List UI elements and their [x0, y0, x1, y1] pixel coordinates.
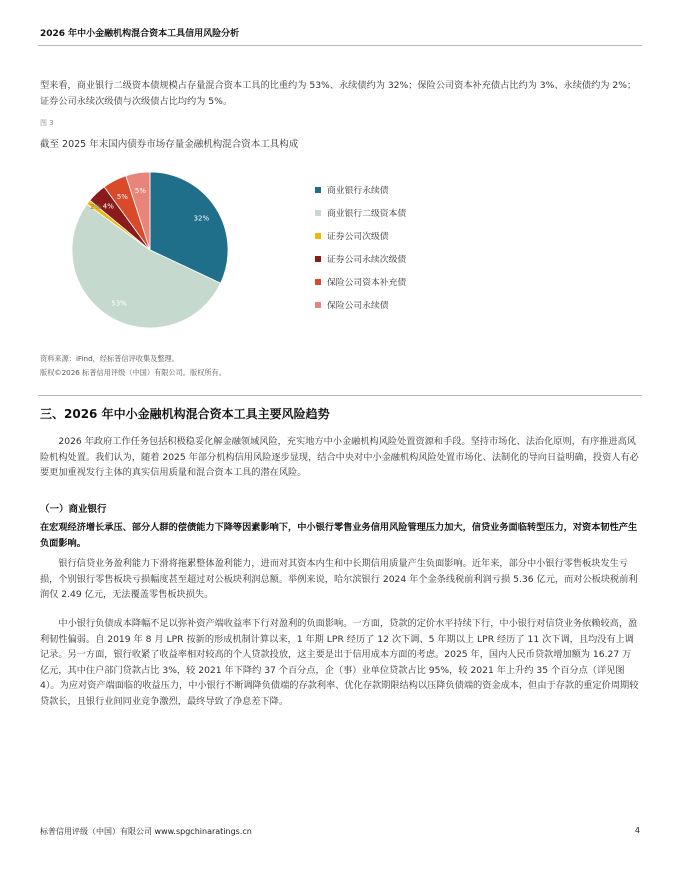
legend-swatch — [315, 256, 321, 262]
pie-extra-label: 2% — [90, 203, 102, 211]
page-header-title: 2026 年中小金融机构混合资本工具信用风险分析 — [40, 29, 240, 39]
legend-swatch — [315, 279, 321, 285]
legend-item — [315, 270, 406, 293]
legend-item — [315, 293, 406, 316]
pie-slice-label: 32% — [193, 214, 210, 223]
legend-label: 保险公司永续债 — [327, 301, 389, 311]
section-heading: 三、2026 年中小金融机构混合资本工具主要风险趋势 — [40, 407, 330, 421]
source-line: 资料来源：iFind，经标普信评收集及整理。 — [40, 354, 179, 363]
section-paragraph-3: 中小银行负债成本降幅不足以弥补资产端收益率下行对盈利的负面影响。一方面，贷款的定价水平持续下行，中小银行对信贷业务依赖较高，盈利韧性偏弱。自 2019 年 8 月 LPR 按新的形成机制计算以来，1 年期 LPR 经历了 12 次下调、5 年期以上 LPR 经历了 11 次下调，且均没有上调记录。另一方面，银行收紧了收益率相对较高的个人贷款投放，这主要是出于信用成本方面的考虑。2025 年，国内人民币贷款增加额为 16.27 万亿元，其中住户部门贷款占比 3%，较 2021 年下降约 37 个百分点，企（事）业单位贷款占比 95%，较 2021 年上升约 35 个百分点（详见图 4）。为应对资产端面临的收益压力，中小银行不断调降负债端的存款利率、优化存款期限结构以压降负债端的资金成本，但由于存款的重定价周期较贷款长，且银行业间同业竞争激烈，最终导致了净息差下降。 — [40, 618, 639, 707]
legend-label: 商业银行永续债 — [327, 186, 389, 196]
legend-swatch — [315, 233, 321, 239]
legend-swatch — [315, 187, 321, 193]
subsection-heading: （一）商业银行 — [40, 504, 107, 515]
pie-chart — [60, 160, 240, 340]
pie-slice-label: 4% — [102, 202, 114, 211]
pie-slice-label: 53% — [111, 299, 127, 308]
footer-company: 标普信用评级（中国）有限公司 www.spgchinaratings.cn — [40, 827, 252, 836]
legend-swatch — [315, 302, 321, 308]
intro-paragraph: 型来看，商业银行二级资本债规模占存量混合资本工具的比重约为 53%、永续债约为 32%；保险公司资本补充债占比约为 3%、永续债约为 2%；证券公司永续次级债与次级债占比均约为 5%。 — [40, 80, 637, 107]
legend-label: 商业银行二级资本债 — [327, 209, 407, 219]
legend-label: 保险公司资本补充债 — [327, 278, 407, 288]
header-divider — [38, 45, 642, 46]
legend-item — [315, 247, 406, 270]
legend-item — [315, 201, 406, 224]
figure-label: 图 3 — [40, 119, 54, 127]
page-number: 4 — [634, 826, 640, 835]
pie-slice-label: 5% — [116, 192, 128, 201]
section-divider — [38, 395, 642, 396]
bold-summary-paragraph: 在宏观经济增长承压、部分人群的偿债能力下降等因素影响下，中小银行零售业务信用风险管理压力加大，信贷业务面临转型压力，对资本韧性产生负面影响。 — [40, 522, 638, 549]
legend-item — [315, 224, 406, 247]
figure-title: 截至 2025 年末国内债券市场存量金融机构混合资本工具构成 — [40, 139, 299, 150]
pie-slice-label: 5% — [134, 186, 147, 195]
legend-item — [315, 178, 406, 201]
legend-label: 证券公司永续次级债 — [327, 255, 407, 265]
copyright-line: 版权©2026 标普信用评级（中国）有限公司。版权所有。 — [40, 368, 226, 377]
figure-source — [40, 352, 226, 380]
section-paragraph-1: 2026 年政府工作任务包括积极稳妥化解金融领域风险，充实地方中小金融机构风险处置资源和手段。坚持市场化、法治化原则，有序推进高风险机构处置。我们认为，随着 2025 年部分机构信用风险逐步显现，结合中央对中小金融机构风险处置市场化、法制化的导向日益明确，投资人有必要更加重视发行主体的真实信用质量和混合资本工具的潜在风险。 — [40, 436, 639, 478]
chart-legend — [315, 178, 406, 316]
legend-label: 证券公司次级债 — [327, 232, 389, 242]
section-paragraph-2: 银行信贷业务盈利能力下滑将拖累整体盈利能力，进而对其资本内生和中长期信用质量产生负面影响。近年来，部分中小银行零售板块发生亏损，个别银行零售板块亏损幅度甚至超过对公板块利润总额。举例来说，哈尔滨银行 2024 年个金条线税前利润亏损 5.36 亿元，而对公板块税前利润仅 2.49 亿元，无法覆盖零售板块损失。 — [40, 558, 638, 600]
legend-swatch — [315, 210, 321, 216]
